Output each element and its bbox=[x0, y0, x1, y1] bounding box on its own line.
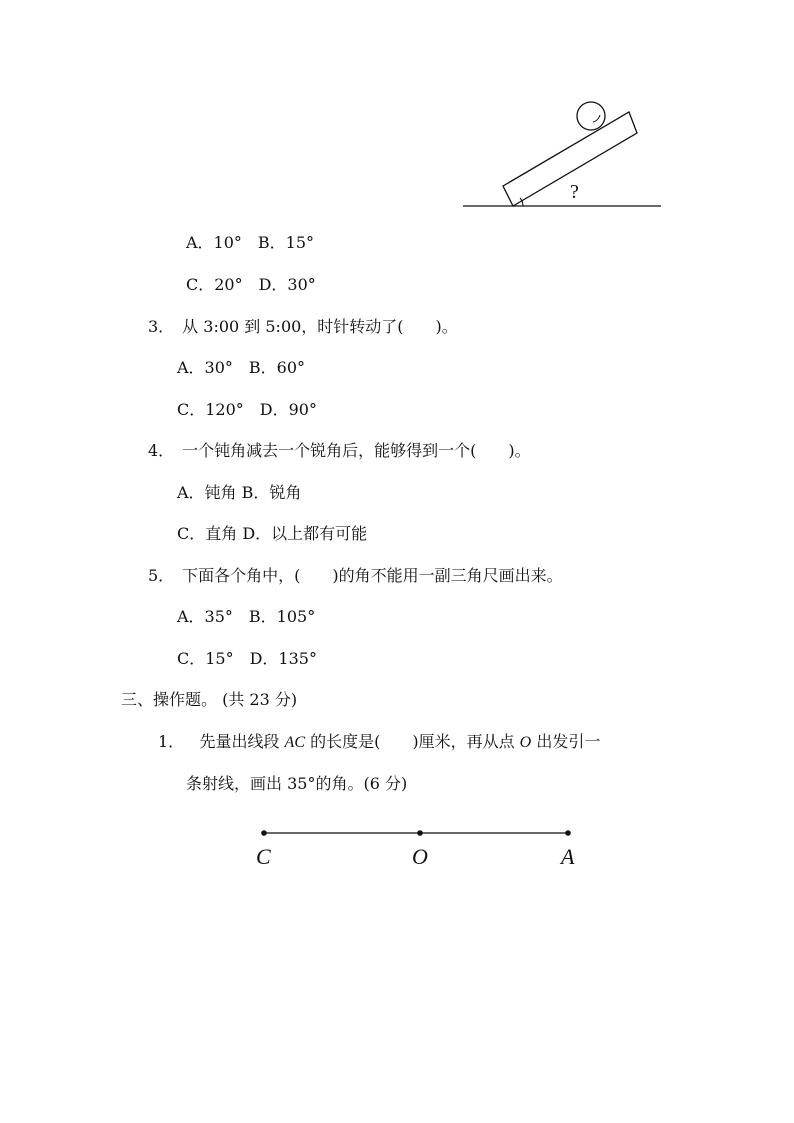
point-label: O bbox=[519, 734, 532, 751]
point-a-dot bbox=[565, 830, 571, 836]
op1-number: 1． bbox=[158, 732, 185, 751]
op1-text-b: 的长度是( )厘米，再从点 bbox=[305, 732, 520, 751]
op1-text-c: 出发引一 bbox=[531, 732, 601, 751]
section-heading: 三、操作题。 (共 23 分) bbox=[121, 690, 298, 709]
point-o-label: O bbox=[412, 844, 428, 869]
q3-options-row2: C．120° D．90° bbox=[177, 400, 317, 419]
point-c-dot bbox=[261, 830, 267, 836]
op1-line2: 条射线，画出 35°的角。(6 分) bbox=[186, 774, 408, 793]
q5-options-row1: A．35° B．105° bbox=[177, 607, 316, 626]
q2-options-row1: A．10° B．15° bbox=[186, 233, 315, 252]
q5-text: 5． 下面各个角中，( )的角不能用一副三角尺画出来。 bbox=[148, 566, 563, 585]
point-a-label: A bbox=[561, 844, 575, 869]
point-o-dot bbox=[417, 830, 423, 836]
q3-text: 3． 从 3:00 到 5:00，时针转动了( )。 bbox=[148, 317, 458, 336]
point-c-label: C bbox=[256, 844, 271, 869]
q3-options-row1: A．30° B．60° bbox=[177, 358, 306, 377]
op1-text-a: 先量出线段 bbox=[199, 732, 285, 751]
q5-options-row2: C．15° D．135° bbox=[177, 649, 317, 668]
angle-question-mark: ? bbox=[570, 181, 579, 203]
segment-label: AC bbox=[284, 734, 305, 751]
q4-options-row2: C．直角 D．以上都有可能 bbox=[177, 524, 368, 543]
q2-options-row2: C．20° D．30° bbox=[186, 275, 316, 294]
q4-text: 4． 一个钝角减去一个锐角后，能够得到一个( )。 bbox=[148, 441, 531, 460]
q4-options-row1: A．钝角 B．锐角 bbox=[177, 483, 302, 502]
